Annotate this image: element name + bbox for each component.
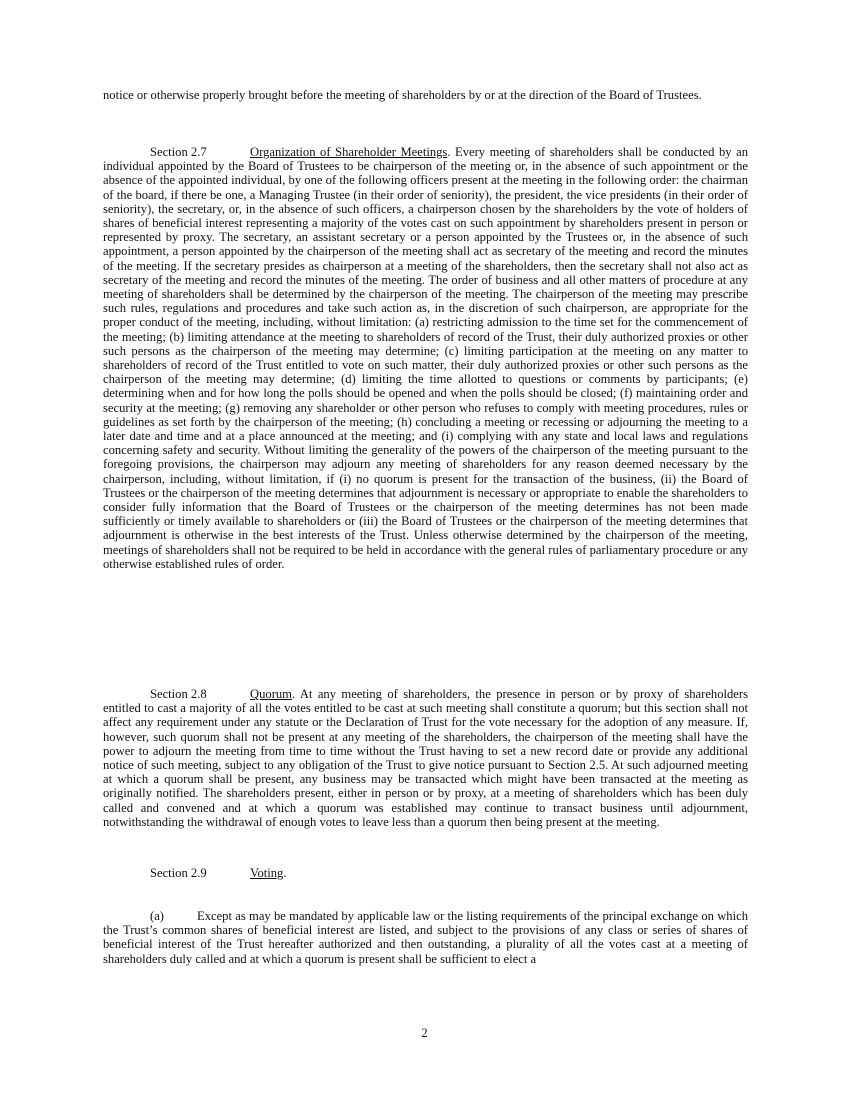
section-2-9-number: Section 2.9	[150, 866, 207, 880]
section-2-9-title: Voting	[250, 866, 284, 880]
section-2-7-heading	[150, 145, 447, 159]
section-2-9-heading	[150, 866, 283, 880]
section-2-9-title-suffix: .	[283, 866, 287, 880]
section-2-7-body: . Every meeting of shareholders shall be conducted by an individual appointed by the Board of Trustees to be chairperson of the meeting or, in the absence of such appointment or the absence of the appointed individual, by one of the following officers present at the meeting in the following order: the chairman of the board, if there be one, a Managing Trustee (in their order of seniority), the president, the vice presidents (in their order of seniority), the secretary, or, in the absence of such officers, a chairperson chosen by the shareholders by the vote of holders of shares of beneficial interest representing a majority of the votes cast on such appointment by shareholders present in person or represented by proxy. The secretary, an assistant secretary or a person appointed by the Trustees or, in the absence of such appointment, a person appointed by the chairperson of the meeting shall act as secretary of the meeting and record the minutes of the meeting. If the secretary presides as chairperson at a meeting of the shareholders, then the secretary shall not also act as secretary of the meeting and record the minutes of the meeting. The order of business and all other matters of procedure at any meeting of shareholders shall be determined by the chairperson of the meeting. The chairperson of the meeting may prescribe such rules, regulations and procedures and take such action as, in the discretion of such chairperson, are appropriate for the proper conduct of the meeting, including, without limitation: (a) restricting admission to the time set for the commencement of the meeting; (b) limiting attendance at the meeting to shareholders of record of the Trust, their duly authorized proxies or other such persons as the chairperson of the meeting may determine; (c) limiting participation at the meeting on any matter to shareholders of record of the Trust entitled to vote on such matter, their duly authorized proxies or other such persons as the chairperson of the meeting may determine; (d) limiting the time allotted to questions or comments by participants; (e) determining when and for how long the polls should be opened and when the polls should be closed; (f) maintaining order and security at the meeting; (g) removing any shareholder or other person who refuses to comply with meeting procedures, rules or guidelines as set forth by the chairperson of the meeting; (h) concluding a meeting or recessing or adjourning the meeting to a later date and time and at a place announced at the meeting; and (i) complying with any state and local laws and regulations concerning safety and security. Without limiting the generality of the powers of the chairperson of the meeting pursuant to the foregoing provisions, the chairperson may adjourn any meeting of shareholders for any reason deemed necessary by the chairperson, including, without limitation, if (i) no quorum is present for the transaction of the business, (ii) the Board of Trustees or the chairperson of the meeting determines that adjournment is necessary or appropriate to enable the shareholders to consider fully information that the Board of Trustees or the chairperson of the meeting determines has not been made sufficiently or timely available to shareholders or (iii) the Board of Trustees or the chairperson of the meeting determines that adjournment is otherwise in the best interests of the Trust. Unless otherwise determined by the chairperson of the meeting, meetings of shareholders shall not be required to be held in accordance with the general rules of parliamentary procedure or any otherwise established rules of order.	[103, 145, 748, 571]
section-2-8-body: . At any meeting of shareholders, the presence in person or by proxy of shareholders entitled to cast a majority of all the votes entitled to be cast at such meeting shall constitute a quorum; but this section shall not affect any requirement under any statute or the Declaration of Trust for the vote necessary for the adoption of any measure. If, however, such quorum shall not be present at any meeting of the shareholders, the chairperson of the meeting shall have the power to adjourn the meeting from time to time without the Trust having to set a new record date or provide any additional notice of such meeting, subject to any obligation of the Trust to give notice pursuant to Section 2.5. At such adjourned meeting at which a quorum shall be present, any business may be transacted which might have been transacted at the meeting as originally notified. The shareholders present, either in person or by proxy, at a meeting of shareholders which has been duly called and convened and at which a quorum was established may continue to transact business until adjournment, notwithstanding the withdrawal of enough votes to leave less than a quorum then being present at the meeting.	[103, 687, 748, 829]
section-2-9-paragraph-a	[103, 909, 748, 966]
paragraph-a-body: Except as may be mandated by applicable law or the listing requirements of the principal exchange on which the Trust’s common shares of beneficial interest are listed, and subject to the provisions of any class or series of shares of beneficial interest of the Trust hereafter authorized and then outstanding, a plurality of all the votes cast at a meeting of shareholders duly called and at which a quorum is present shall be sufficient to elect a	[103, 909, 748, 966]
section-2-8-number: Section 2.8	[150, 687, 207, 701]
section-2-8-paragraph	[103, 687, 748, 829]
page-number: 2	[421, 1026, 428, 1040]
paragraph-a-label: (a)	[150, 909, 164, 923]
intro-paragraph	[103, 88, 748, 102]
section-2-7-number: Section 2.7	[150, 145, 207, 159]
section-2-9-heading-line	[103, 866, 748, 880]
intro-text: notice or otherwise properly brought before the meeting of shareholders by or at the direction of the Board of Trustees.	[103, 88, 702, 102]
section-2-8-heading	[150, 687, 292, 701]
section-2-8-title: Quorum	[250, 687, 292, 701]
section-2-7-title: Organization of Shareholder Meetings	[250, 145, 448, 159]
section-2-7-paragraph	[103, 145, 748, 571]
